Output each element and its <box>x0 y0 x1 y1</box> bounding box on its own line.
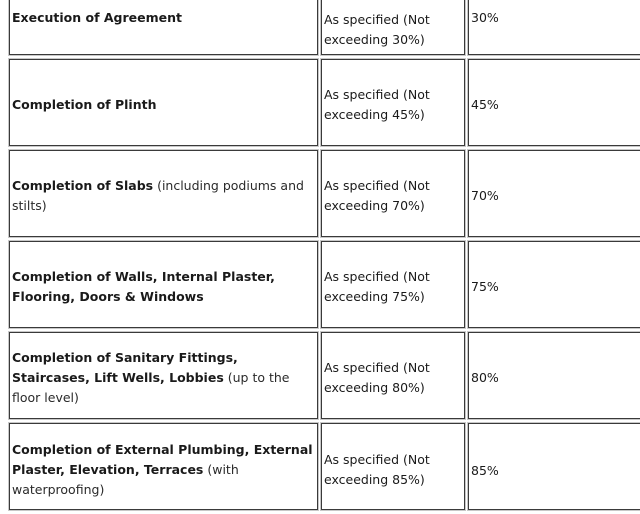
stage-note: (up to the floor level) <box>12 369 290 405</box>
percentage-cell <box>468 241 640 328</box>
percentage-cell <box>468 332 640 419</box>
percentage-cell <box>468 59 640 146</box>
percentage-value: 30% <box>471 10 499 25</box>
stage-label: Completion of Sanitary Fittings, Staircases, Lift Wells, Lobbies <box>12 349 238 385</box>
spec-cell <box>321 241 465 328</box>
percentage-cell <box>468 150 640 237</box>
stage-cell <box>9 241 318 328</box>
stage-note: (including podiums and stilts) <box>12 177 304 213</box>
stage-label: Completion of External Plumbing, External Plaster, Elevation, Terraces <box>12 442 313 477</box>
spec-text: As specified (Not exceeding 30%) <box>324 12 430 47</box>
stage-label: Execution of Agreement <box>12 10 182 25</box>
table-row <box>0 423 640 512</box>
stage-label: Completion of Plinth <box>12 96 157 112</box>
spec-cell <box>321 423 465 510</box>
stage-label: Completion of Slabs <box>12 177 154 193</box>
percentage-value: 70% <box>471 187 499 203</box>
table-row <box>0 332 640 421</box>
spec-text: As specified (Not exceeding 75%) <box>324 268 430 304</box>
spec-text: As specified (Not exceeding 80%) <box>324 359 430 395</box>
percentage-cell <box>468 0 640 55</box>
table-row <box>0 0 640 57</box>
spec-cell <box>321 0 465 55</box>
spec-cell <box>321 332 465 419</box>
table-row <box>0 59 640 148</box>
stage-cell <box>9 423 318 510</box>
spec-text: As specified (Not exceeding 70%) <box>324 177 430 213</box>
table-row <box>0 150 640 239</box>
stage-note: (with waterproofing) <box>12 462 239 497</box>
stage-label: Completion of Walls, Internal Plaster, Flooring, Doors & Windows <box>12 268 275 304</box>
percentage-value: 80% <box>471 369 499 385</box>
spec-cell <box>321 150 465 237</box>
table-row <box>0 241 640 330</box>
stage-cell <box>9 150 318 237</box>
percentage-value: 85% <box>471 463 499 478</box>
spec-text: As specified (Not exceeding 85%) <box>324 452 430 487</box>
percentage-value: 45% <box>471 96 499 112</box>
stage-cell <box>9 0 318 55</box>
spec-cell <box>321 59 465 146</box>
percentage-value: 75% <box>471 278 499 294</box>
percentage-cell <box>468 423 640 510</box>
stage-cell <box>9 59 318 146</box>
stage-cell <box>9 332 318 419</box>
spec-text: As specified (Not exceeding 45%) <box>324 86 430 122</box>
